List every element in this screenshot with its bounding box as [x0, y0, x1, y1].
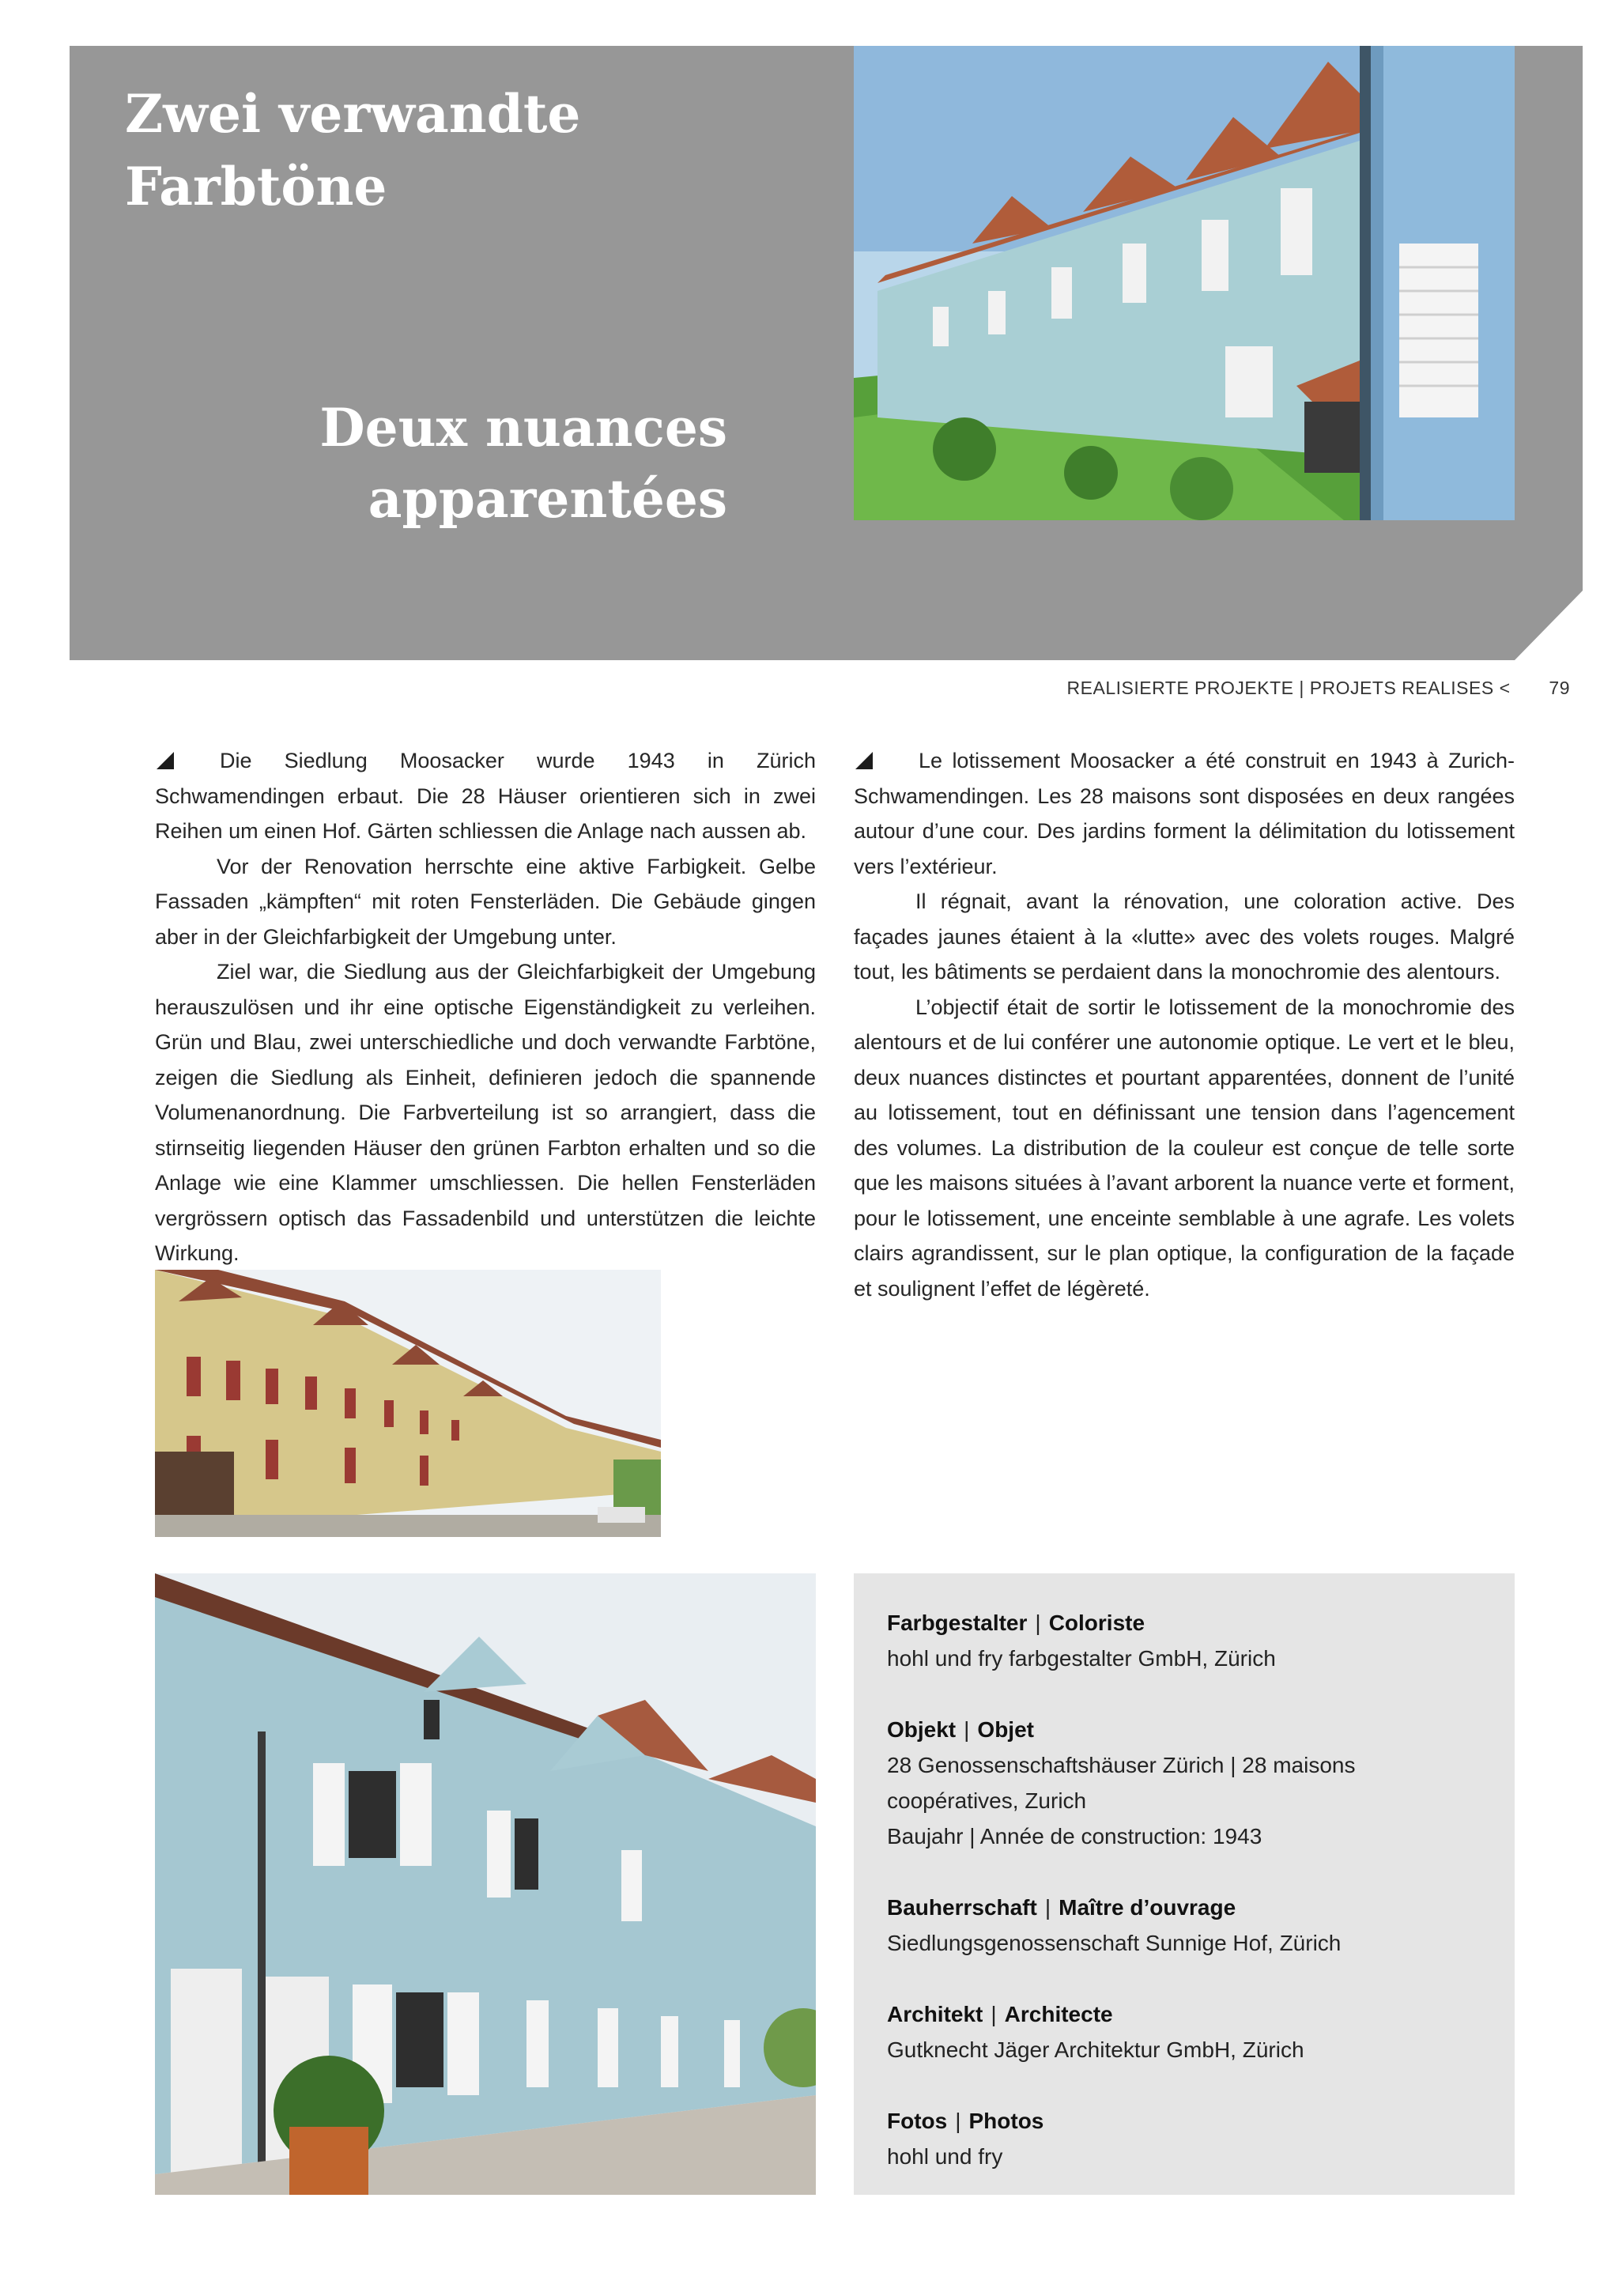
credit-photos-label-de: Fotos [887, 2109, 948, 2133]
running-head [1067, 678, 1570, 699]
credit-separator: | [964, 1717, 970, 1742]
credits-box [854, 1573, 1515, 2195]
credit-separator: | [955, 2109, 961, 2133]
photo-yellow-rowhouses-before [155, 1270, 661, 1537]
credit-architect-label-fr: Architecte [1004, 2002, 1113, 2026]
credit-architect [887, 1996, 1481, 2068]
page-title-fr: Deux nuances apparentées [319, 397, 727, 530]
photo-blue-rowhouses-top [854, 46, 1515, 520]
paragraph-de-3: Ziel war, die Siedlung aus der Gleichfarbigkeit der Umgebung herauszulösen und ihr eine optische Eigenständigkeit zu verleihen. Grün und Blau, zwei unterschiedliche und doch verwandte Farbtöne, zeigen die Siedlung als Einheit, definieren jedoch die spannende Volumenanordnung. Die Farbverteilung ist so arrangiert, dass die stirnseitig liegenden Häuser den grünen Farbton erhalten und so die Anlage wie eine Klammer umschliessen. Die hellen Fensterläden vergrössern optisch das Fassadenbild und unterstützen die leichte Wirkung. [155, 960, 816, 1265]
credit-architect-value: Gutknecht Jäger Architektur GmbH, Zürich [887, 2037, 1304, 2062]
triangle-marker-icon [157, 752, 174, 769]
credit-client-value: Siedlungsgenossenschaft Sunnige Hof, Zürich [887, 1931, 1342, 1955]
paragraph-de-2: Vor der Renovation herrschte eine aktive Farbigkeit. Gelbe Fassaden „kämpften“ mit roten Fensterläden. Die Gebäude gingen aber in der Gleichfarbigkeit der Umgebung unter. [155, 854, 816, 949]
credit-photos [887, 2103, 1481, 2174]
paragraph-de-1: Die Siedlung Moosacker wurde 1943 in Zürich Schwamendingen erbaut. Die 28 Häuser orientieren sich in zwei Reihen um einen Hof. Gärten schliessen die Anlage nach aussen ab. [155, 749, 816, 843]
credit-object-year: Baujahr | Année de construction: 1943 [887, 1824, 1262, 1849]
credit-colorist-value: hohl und fry farbgestalter GmbH, Zürich [887, 1646, 1276, 1671]
paragraph-fr-2: Il régnait, avant la rénovation, une coloration active. Des façades jaunes étaient à la «lutte» avec des volets rouges. Malgré tout, les bâtiments se perdaient dans la monochromie des alentours. [854, 889, 1515, 984]
credit-separator: | [991, 2002, 997, 2026]
credit-object-value: 28 Genossenschaftshäuser Zürich | 28 maisons coopératives, Zurich [887, 1753, 1356, 1813]
page-number: 79 [1549, 678, 1570, 698]
credit-colorist-label-de: Farbgestalter [887, 1611, 1028, 1635]
credit-object-label-de: Objekt [887, 1717, 957, 1742]
credit-photos-value: hohl und fry [887, 2144, 1003, 2169]
running-head-arrow: < [1499, 678, 1511, 698]
triangle-marker-icon [855, 752, 873, 769]
paragraph-fr-1: Le lotissement Moosacker a été construit en 1943 à Zurich-Schwamendingen. Les 28 maisons sont disposées en deux rangées autour d’une cour. Des jardins forment la délimitation du lotissement vers l’extérieur. [854, 749, 1515, 878]
running-head-section: REALISIERTE PROJEKTE | PROJETS REALISES [1066, 678, 1494, 698]
page-title-de: Zwei verwandte Farbtöne [125, 83, 581, 217]
credit-photos-label-fr: Photos [968, 2109, 1044, 2133]
credit-colorist [887, 1605, 1481, 1676]
credit-client-label-fr: Maître d’ouvrage [1059, 1895, 1236, 1920]
credit-client-label-de: Bauherrschaft [887, 1895, 1037, 1920]
photo-blue-rowhouses-bottom [155, 1573, 816, 2195]
credit-client [887, 1890, 1481, 1961]
text-column-fr [854, 743, 1515, 1306]
paragraph-fr-3: L’objectif était de sortir le lotissement de la monochromie des alentours et de lui conférer une autonomie optique. Le vert et le bleu, deux nuances distinctes et pourtant apparentées, donnent de l’unité au lotissement, tout en définissant une tension dans l’agencement des volumes. La distribution de la couleur est conçue de telle sorte que les maisons situées à l’avant arborent la nuance verte et forment, pour le lotissement, une enceinte semblable à une agrafe. Les volets clairs agrandissent, sur le plan optique, la configuration de la façade et soulignent l’effet de légèreté. [854, 995, 1515, 1301]
credit-object-label-fr: Objet [977, 1717, 1034, 1742]
credit-separator: | [1044, 1895, 1051, 1920]
text-column-de [155, 743, 816, 1271]
credit-separator: | [1035, 1611, 1041, 1635]
credit-architect-label-de: Architekt [887, 2002, 983, 2026]
credit-colorist-label-fr: Coloriste [1048, 1611, 1145, 1635]
credit-object [887, 1712, 1481, 1854]
